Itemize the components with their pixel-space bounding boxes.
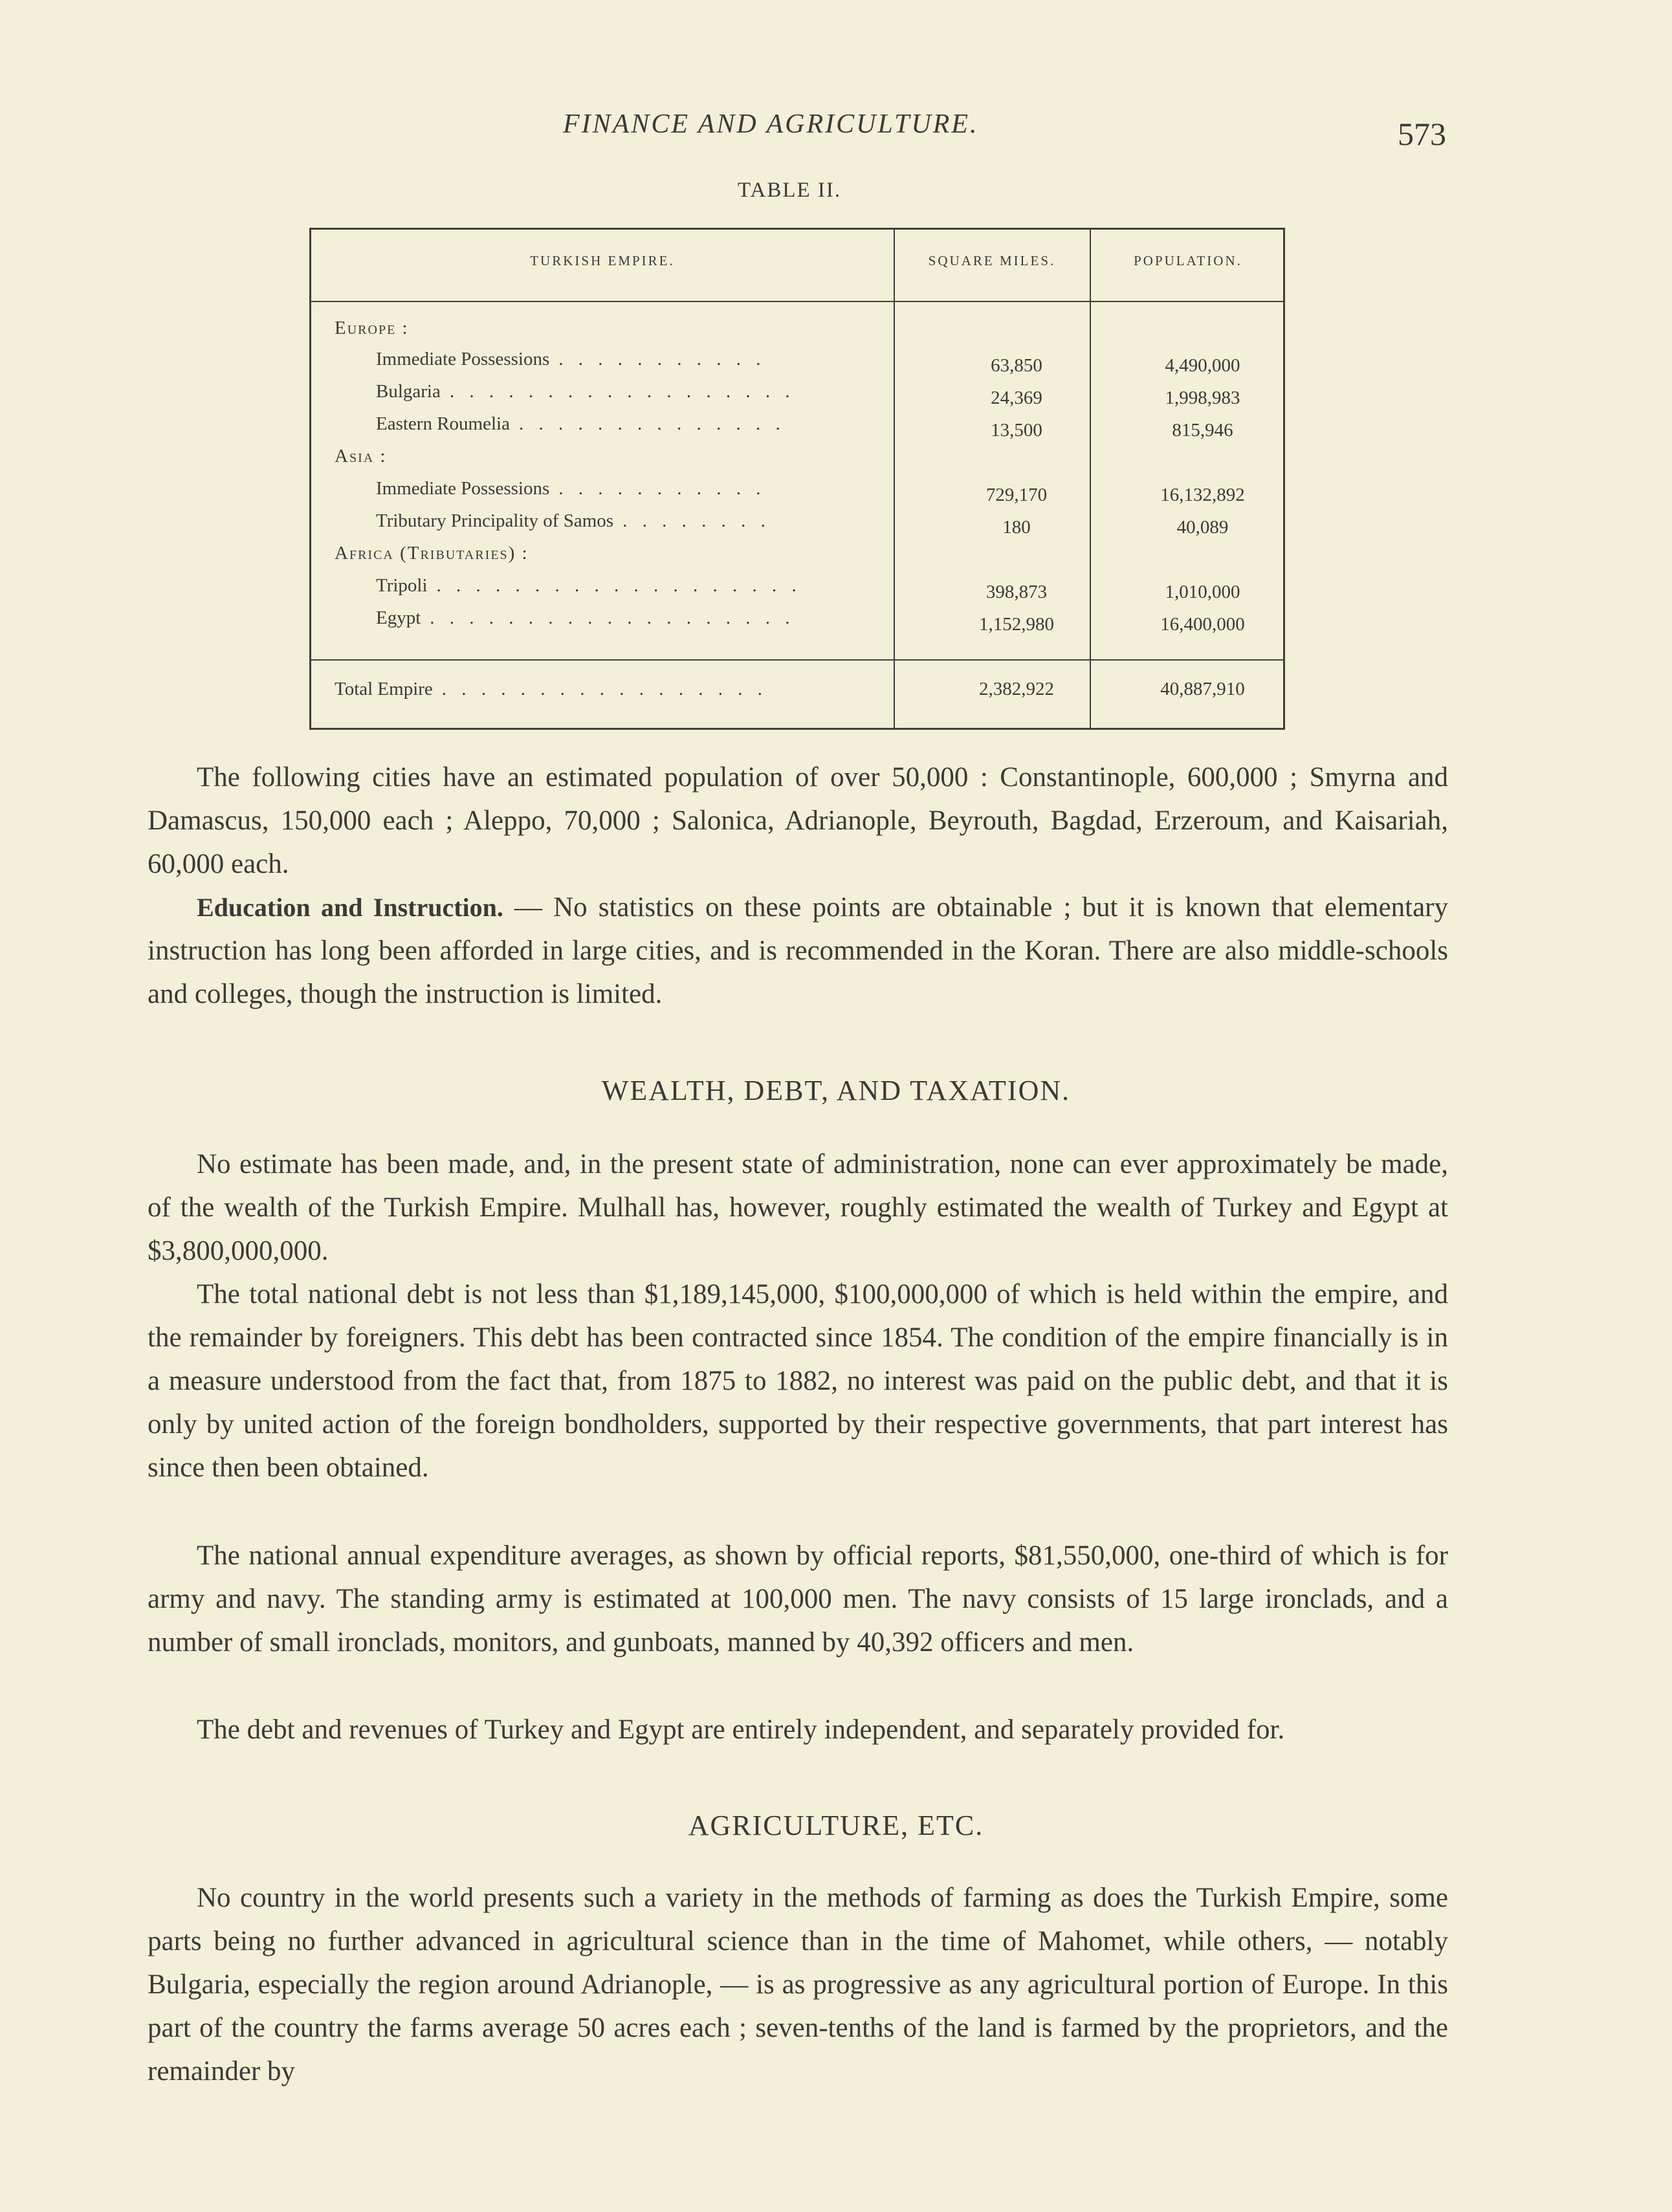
paragraph-debt <box>148 1273 1448 1489</box>
total-rule <box>311 659 1283 661</box>
table-title: TABLE II. <box>738 179 842 202</box>
row-label-text: Tripoli <box>376 575 428 596</box>
section-heading-wealth: WEALTH, DEBT, AND TAXATION. <box>601 1075 1071 1106</box>
total-population: 40,887,910 <box>1160 679 1245 699</box>
square-miles-cell: 1,152,980 <box>979 614 1054 635</box>
row-label <box>376 575 802 597</box>
debt-text: The total national debt is not less than $1,189,145,000, $100,000,000 of which is held within the empire, and the remainder by foreigners. This debt has been contracted since 1854. The condition of the empire financially is in a measure understood from the fact that, from 1875 to 1882, no interest was paid on the public debt, and that it is only by united action of the foreign bondholders, supported by their respective governments, that part interest has since then been obtained. <box>148 1279 1448 1483</box>
square-miles-cell: 24,369 <box>991 388 1042 408</box>
population-cell: 40,089 <box>1176 517 1229 538</box>
paragraph-wealth <box>148 1143 1448 1273</box>
total-square-miles: 2,382,922 <box>979 679 1054 699</box>
table-row <box>311 478 1283 510</box>
cities-text: The following cities have an estimated population of over 50,000 : Constantinople, 600,000 ; Smyrna and Damascus, 150,000 each ; Aleppo, 70,000 ; Salonica, Adrianople, Beyrouth, Bagdad, Erzeroum, and Kaisariah, 60,000 each. <box>148 762 1448 879</box>
paragraph-education <box>148 886 1448 1016</box>
row-label <box>376 478 766 499</box>
leader-dots: . . . . . . . . . . . . . . . . . . <box>449 381 795 402</box>
table-row <box>311 381 1283 413</box>
page-header-title: FINANCE AND AGRICULTURE. <box>563 109 979 139</box>
row-label-text: Tributary Principality of Samos <box>376 510 614 531</box>
population-cell: 16,400,000 <box>1160 614 1245 635</box>
table-row <box>311 349 1283 381</box>
leader-dots: . . . . . . . . <box>622 510 771 531</box>
square-miles-cell: 398,873 <box>985 582 1048 602</box>
row-label-text: Asia : <box>335 446 387 466</box>
row-label <box>376 381 795 402</box>
row-label <box>376 608 795 629</box>
table-row <box>311 510 1283 543</box>
leader-dots: . . . . . . . . . . . . . . . . . . . <box>436 575 802 596</box>
row-label-text: Europe : <box>335 318 409 338</box>
row-label <box>376 510 771 532</box>
total-label <box>335 679 767 700</box>
total-label-text: Total Empire <box>335 679 433 699</box>
row-label-text: Bulgaria <box>376 381 441 402</box>
table-row <box>311 608 1283 640</box>
population-cell: 16,132,892 <box>1160 485 1245 505</box>
education-run-in: Education and Instruction. <box>197 893 503 922</box>
header-rule <box>311 301 1283 302</box>
square-miles-cell: 729,170 <box>985 485 1048 505</box>
row-label-text: Immediate Possessions <box>376 349 550 369</box>
leader-dots: . . . . . . . . . . . . . . . . . . . <box>430 608 795 628</box>
group-label <box>335 318 409 339</box>
row-label <box>376 349 766 370</box>
leader-dots: . . . . . . . . . . . . . . <box>518 413 786 434</box>
table-row <box>311 413 1283 446</box>
revenues-text: The debt and revenues of Turkey and Egypt are entirely independent, and separately provided for. <box>197 1714 1285 1745</box>
column-header-population: POPULATION. <box>1134 253 1242 268</box>
square-miles-cell: 63,850 <box>991 355 1042 376</box>
square-miles-cell: 13,500 <box>991 420 1042 441</box>
wealth-text: No estimate has been made, and, in the present state of administration, none can ever approximately be made, of the wealth of the Turkish Empire. Mulhall has, however, roughly estimated the wealth of Turkey and Egypt at $3,800,000,000. <box>148 1149 1448 1266</box>
population-cell: 1,010,000 <box>1165 582 1240 602</box>
row-label-text: Africa (Tributaries) : <box>335 543 529 564</box>
table-group-row <box>311 543 1283 575</box>
expenditure-text: The national annual expenditure averages, as shown by official reports, $81,550,000, one-third of which is for army and navy. The standing army is estimated at 100,000 men. The navy consists of 15 large ironclads, and a number of small ironclads, monitors, and gunboats, manned by 40,392 officers and men. <box>148 1540 1448 1658</box>
paragraph-revenues <box>148 1708 1448 1751</box>
group-label <box>335 543 529 564</box>
table-group-row <box>311 318 1283 350</box>
table-group-row <box>311 446 1283 478</box>
paragraph-expenditure <box>148 1534 1448 1664</box>
population-cell: 1,998,983 <box>1165 388 1240 408</box>
paragraph-agriculture <box>148 1876 1448 2093</box>
group-label <box>335 446 386 467</box>
row-label <box>376 413 786 435</box>
table-total-row <box>311 679 1283 711</box>
agriculture-text: No country in the world presents such a variety in the methods of farming as does the Turkish Empire, some parts being no further advanced in agricultural science than in the time of Mahomet, while others, — notably Bulgaria, especially the region around Adrianople, — is as progressive as any agricultural portion of Europe. In this part of the country the farms average 50 acres each ; seven-tenths of the land is farmed by the proprietors, and the remainder by <box>148 1883 1448 2086</box>
population-cell: 815,946 <box>1172 420 1233 441</box>
table-row <box>311 575 1283 608</box>
section-heading-agriculture: AGRICULTURE, ETC. <box>688 1810 984 1841</box>
row-label-text: Immediate Possessions <box>376 478 550 499</box>
row-label-text: Egypt <box>376 608 421 628</box>
column-header-empire: TURKISH EMPIRE. <box>530 253 675 268</box>
row-label-text: Eastern Roumelia <box>376 413 510 434</box>
column-header-square-miles: SQUARE MILES. <box>928 253 1056 268</box>
population-cell: 4,490,000 <box>1165 355 1240 376</box>
paragraph-cities <box>148 756 1448 886</box>
data-table <box>309 228 1285 730</box>
leader-dots: . . . . . . . . . . . . . . . . . <box>441 679 768 699</box>
leader-dots: . . . . . . . . . . . <box>558 478 766 499</box>
education-text: — No statistics on these points are obtainable ; but it is known that elementary instruction has long been afforded in large cities, and is recommended in the Koran. There are also middle-schools and colleges, though the instruction is limited. <box>148 892 1448 1009</box>
page-number: 573 <box>1398 116 1446 152</box>
square-miles-cell: 180 <box>1002 517 1031 538</box>
leader-dots: . . . . . . . . . . . <box>558 349 766 369</box>
